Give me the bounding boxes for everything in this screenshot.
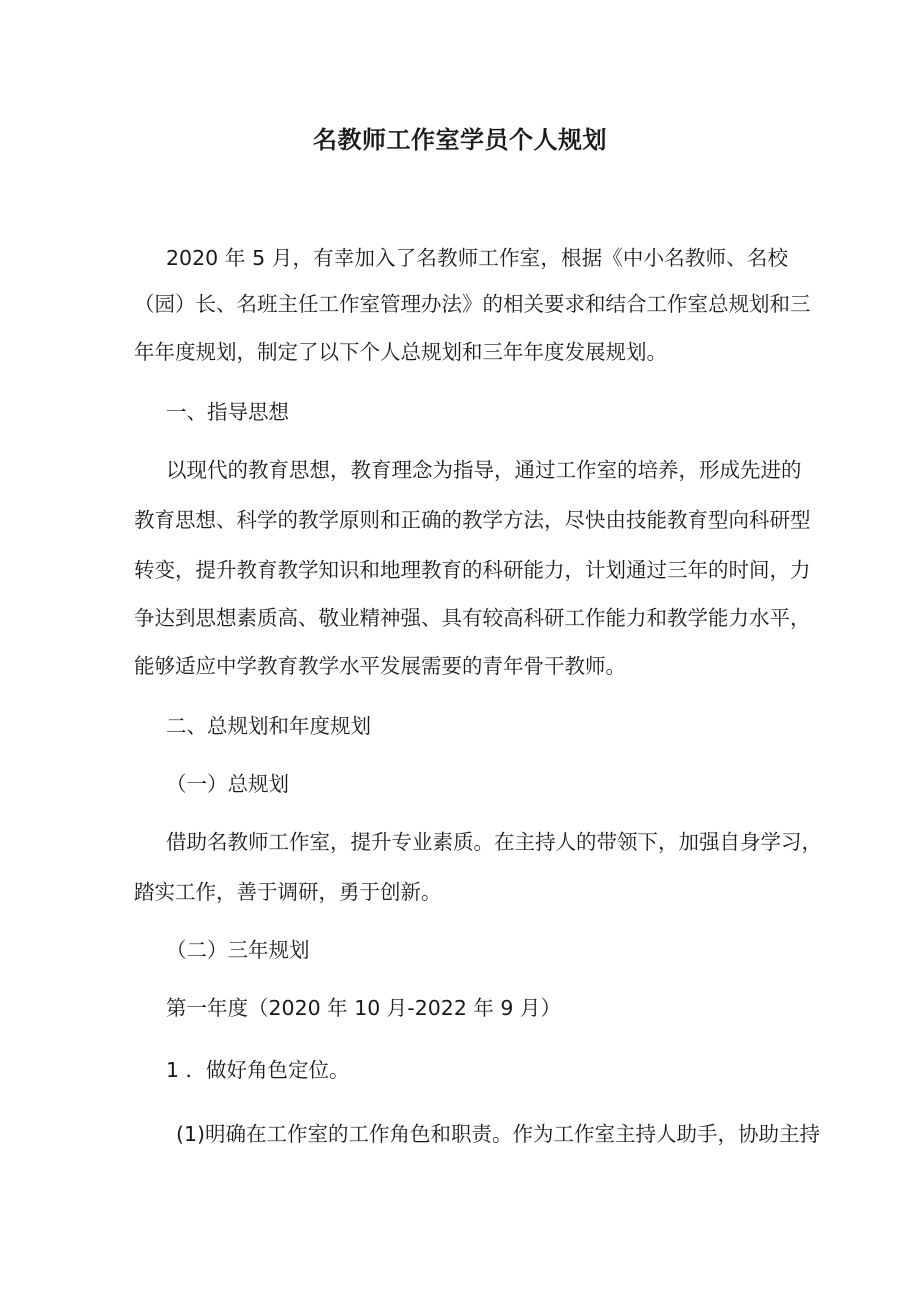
- year1-heading: 第一年度（2020 年 10 月-2022 年 9 月）: [166, 996, 561, 1020]
- section1-line-3: 转变，提升教育教学知识和地理教育的科研能力，计划通过三年的时间，力: [134, 558, 811, 582]
- section1-line-4: 争达到思想素质高、敬业精神强、具有较高科研工作能力和教学能力水平，: [134, 606, 811, 630]
- section1-heading: 一、指导思想: [166, 400, 289, 424]
- section1-line-1: 以现代的教育思想，教育理念为指导，通过工作室的培养，形成先进的: [166, 458, 802, 482]
- intro-line-3: 年年度规划，制定了以下个人总规划和三年年度发展规划。: [134, 340, 667, 364]
- sub1-heading: （一）总规划: [166, 772, 289, 796]
- section2-heading: 二、总规划和年度规划: [166, 714, 371, 738]
- sub1-line-1: 借助名教师工作室，提升专业素质。在主持人的带领下，加强自身学习，: [166, 830, 822, 854]
- intro-line-2: （园）长、名班主任工作室管理办法》的相关要求和结合工作室总规划和三: [134, 292, 811, 316]
- item-1: 1 ．做好角色定位。: [166, 1058, 350, 1082]
- intro-line-1: 2020 年 5 月，有幸加入了名教师工作室，根据《中小名教师、名校: [166, 246, 788, 270]
- item-1-1: (1)明确在工作室的工作角色和职责。作为工作室主持人助手，协助主持: [176, 1122, 821, 1146]
- document-title: 名教师工作室学员个人规划: [313, 126, 607, 154]
- sub2-heading: （二）三年规划: [166, 938, 310, 962]
- section1-line-5: 能够适应中学教育教学水平发展需要的青年骨干教师。: [134, 654, 626, 678]
- sub1-line-2: 踏实工作，善于调研，勇于创新。: [134, 880, 442, 904]
- section1-line-2: 教育思想、科学的教学原则和正确的教学方法，尽快由技能教育型向科研型: [134, 508, 811, 532]
